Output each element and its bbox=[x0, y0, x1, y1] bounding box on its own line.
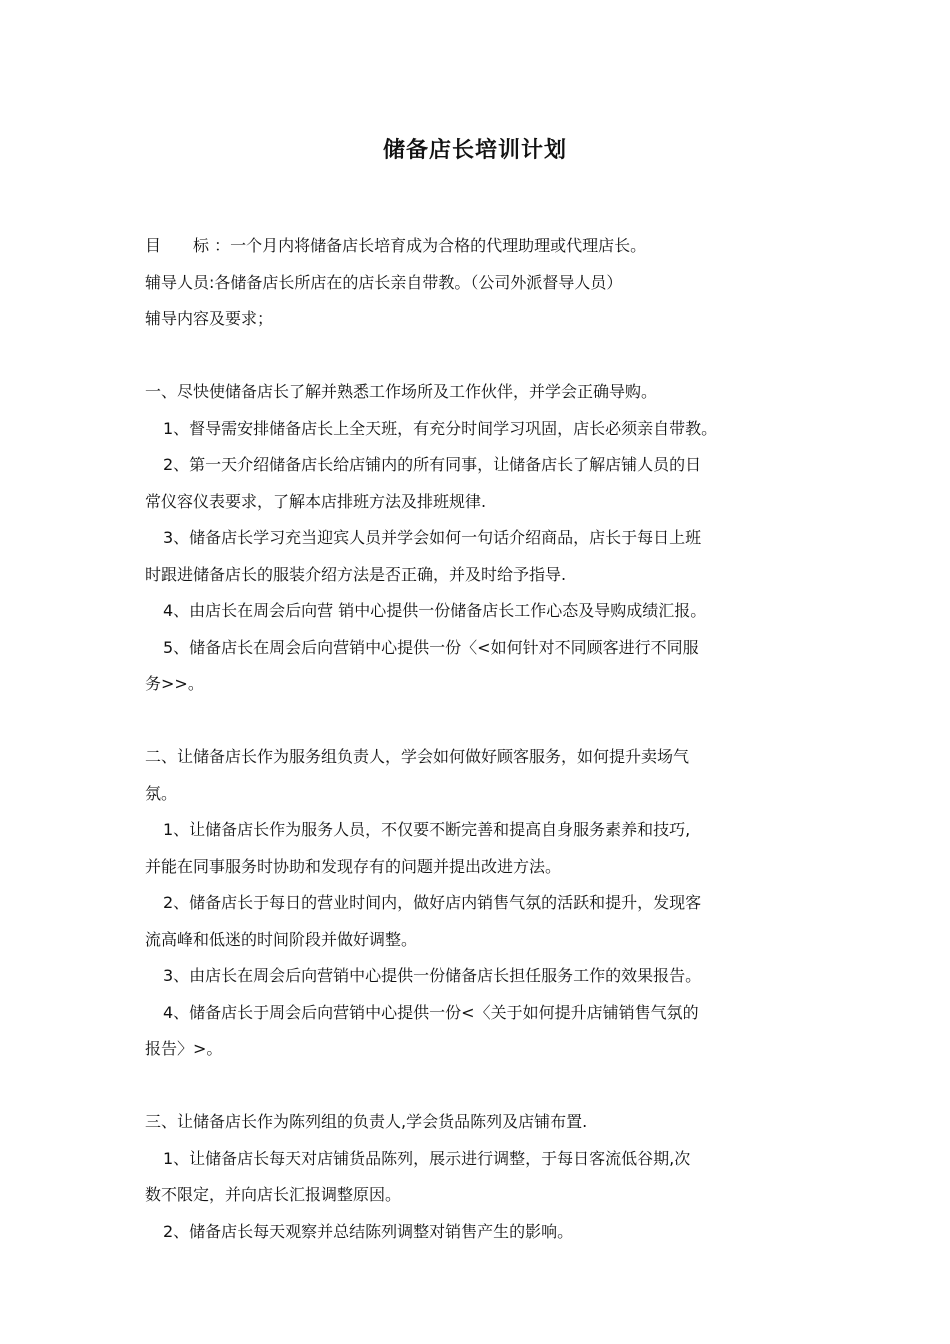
section1-heading: 一、尽快使储备店长了解并熟悉工作场所及工作伙伴，并学会正确导购。 bbox=[145, 382, 658, 401]
section3-heading: 三、让储备店长作为陈列组的负责人,学会货品陈列及店铺布置. bbox=[145, 1112, 588, 1131]
section1-item-4: 4、由店长在周会后向营 销中心提供一份储备店长工作心态及导购成绩汇报。 bbox=[163, 601, 707, 620]
section1-item-3-cont: 时跟进储备店长的服装介绍方法是否正确，并及时给予指导. bbox=[145, 564, 567, 584]
section2-heading-cont: 氛。 bbox=[145, 783, 178, 803]
section2-item-1: 1、让储备店长作为服务人员，不仅要不断完善和提高自身服务素养和技巧, bbox=[163, 820, 691, 839]
document-body bbox=[145, 228, 820, 1250]
mentor-line: 辅导人员:各储备店长所店在的店长亲自带教。（公司外派督导人员） bbox=[145, 272, 623, 292]
paragraph-gap bbox=[145, 338, 820, 375]
section1-item-3: 3、储备店长学习充当迎宾人员并学会如何一句话介绍商品，店长于每日上班 bbox=[163, 528, 702, 547]
section2-item-3: 3、由店长在周会后向营销中心提供一份储备店长担任服务工作的效果报告。 bbox=[163, 966, 702, 985]
section2-item-2-cont: 流高峰和低迷的时间阶段并做好调整。 bbox=[145, 929, 418, 949]
goal-label-a: 目 bbox=[145, 236, 162, 255]
content-heading: 辅导内容及要求； bbox=[145, 309, 274, 328]
section1-item-2: 2、第一天介绍储备店长给店铺内的所有同事，让储备店长了解店铺人员的日 bbox=[163, 455, 702, 474]
goal-line bbox=[145, 228, 820, 265]
section3-item-2: 2、储备店长每天观察并总结陈列调整对销售产生的影响。 bbox=[163, 1221, 574, 1241]
section2-item-2: 2、储备店长于每日的营业时间内，做好店内销售气氛的活跃和提升，发现客 bbox=[163, 893, 702, 912]
paragraph-gap bbox=[145, 703, 820, 740]
paragraph-gap bbox=[145, 1068, 820, 1105]
section1-item-5-cont: 务>>。 bbox=[145, 674, 204, 693]
section3-item-1: 1、让储备店长每天对店铺货品陈列，展示进行调整，于每日客流低谷期,次 bbox=[163, 1148, 691, 1168]
section1-item-5: 5、储备店长在周会后向营销中心提供一份〈<如何针对不同顾客进行不同服 bbox=[163, 637, 699, 657]
section2-heading: 二、让储备店长作为服务组负责人，学会如何做好顾客服务，如何提升卖场气 bbox=[145, 747, 690, 766]
section2-item-4: 4、储备店长于周会后向营销中心提供一份<〈关于如何提升店铺销售气氛的 bbox=[163, 1002, 699, 1022]
goal-text: ：一个月内将储备店长培育成为合格的代理助理或代理店长。 bbox=[209, 236, 647, 255]
section1-item-2-cont: 常仪容仪表要求，了解本店排班方法及排班规律. bbox=[145, 491, 487, 511]
section1-item-1: 1、督导需安排储备店长上全天班，有充分时间学习巩固，店长必须亲自带教。 bbox=[163, 418, 718, 438]
goal-label-b: 标 bbox=[193, 236, 210, 255]
document-title: 储备店长培训计划 bbox=[382, 138, 567, 163]
section2-item-4-cont: 报告〉>。 bbox=[145, 1039, 223, 1058]
section3-item-1-cont: 数不限定，并向店长汇报调整原因。 bbox=[145, 1185, 402, 1204]
section2-item-1-cont: 并能在同事服务时协助和发现存有的问题并提出改进方法。 bbox=[145, 856, 562, 876]
